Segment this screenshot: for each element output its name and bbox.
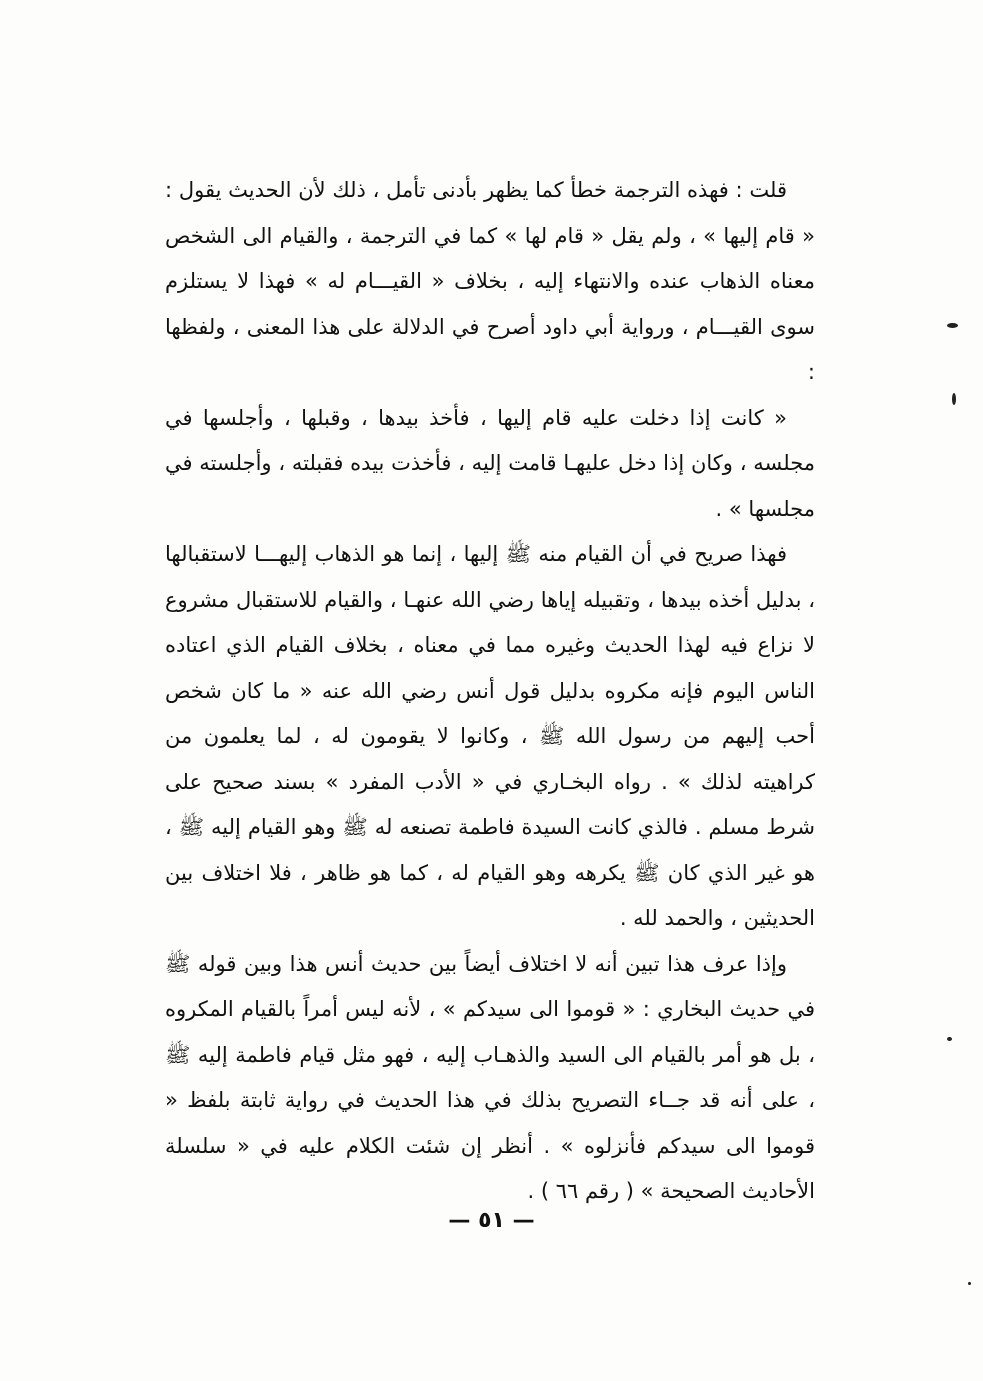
paragraph-conclusion: وإذا عرف هذا تبين أنه لا اختلاف أيضاً بين حديث أنس هذا وبين قوله ﷺ في حديث البخاري : « قوموا الى سيدكم » ، لأنه ليس أمراً بالقيام المكروه ، بل هو أمر بالقيام الى السيد والذهـاب إليه ، فهو مثل قيام فاطمة إليه ﷺ ، على أنه قد جــاء التصريح بذلك في هذا الحديث في رواية ثابتة بلفظ « قوموا الى سيدكم فأنزلوه » . أنظر إن شئت الكلام عليه في « سلسلة الأحاديث الصحيحة » ( رقم ٦٦ ) .: [165, 951, 815, 1203]
scan-speck: [968, 1282, 971, 1285]
paragraph-explanation: فهذا صريح في أن القيام منه ﷺ إليها ، إنما هو الذهاب إليهـــا لاستقبالها ، بدليل أخذه بيدها ، وتقبيله إياها رضي الله عنهـا ، والقيام للاستقبال مشروع لا نزاع فيه لهذا الحديث وغيره مما في معناه ، بخلاف القيام الذي اعتاده الناس اليوم فإنه مكروه بدليل قول أنس رضي الله عنه « ما كان شخص أحب إليهم من رسول الله ﷺ ، وكانوا لا يقومون له ، لما يعلمون من كراهيته لذلك » . رواه البخـاري في « الأدب المفرد » بسند صحيح على شرط مسلم . فالذي كانت السيدة فاطمة تصنعه له ﷺ وهو القيام إليه ﷺ ، هو غير الذي كان ﷺ يكرهه وهو القيام له ، كما هو ظاهر ، فلا اختلاف بين الحديثين ، والحمد لله .: [165, 542, 815, 930]
paragraph-commentary: قلت : فهذه الترجمة خطأ كما يظهر بأدنى تأمل ، ذلك لأن الحديث يقول : « قام إليها » ، ولم يقل « قام لها » كما في الترجمة ، والقيام الى الشخص معناه الذهاب عنده والانتهاء إليه ، بخلاف « القيـــام له » فهذا لا يستلزم سوى القيـــام ، ورواية أبي داود أصرح في الدلالة على هذا المعنى ، ولفظها :: [165, 178, 815, 384]
scan-speck: [952, 393, 956, 405]
paragraph-hadith-quote: « كانت إذا دخلت عليه قام إليها ، فأخذ بيدها ، وقبلها ، وأجلسها في مجلسه ، وكان إذا دخل عليهـا قامت إليه ، فأخذت بيده فقبلته ، وأجلسته في مجلسها » .: [165, 405, 815, 521]
page-number: — ٥١ —: [448, 1208, 535, 1233]
scan-speck: [947, 323, 958, 328]
scan-speck: [947, 1037, 952, 1041]
page-body-text: [165, 168, 815, 1215]
